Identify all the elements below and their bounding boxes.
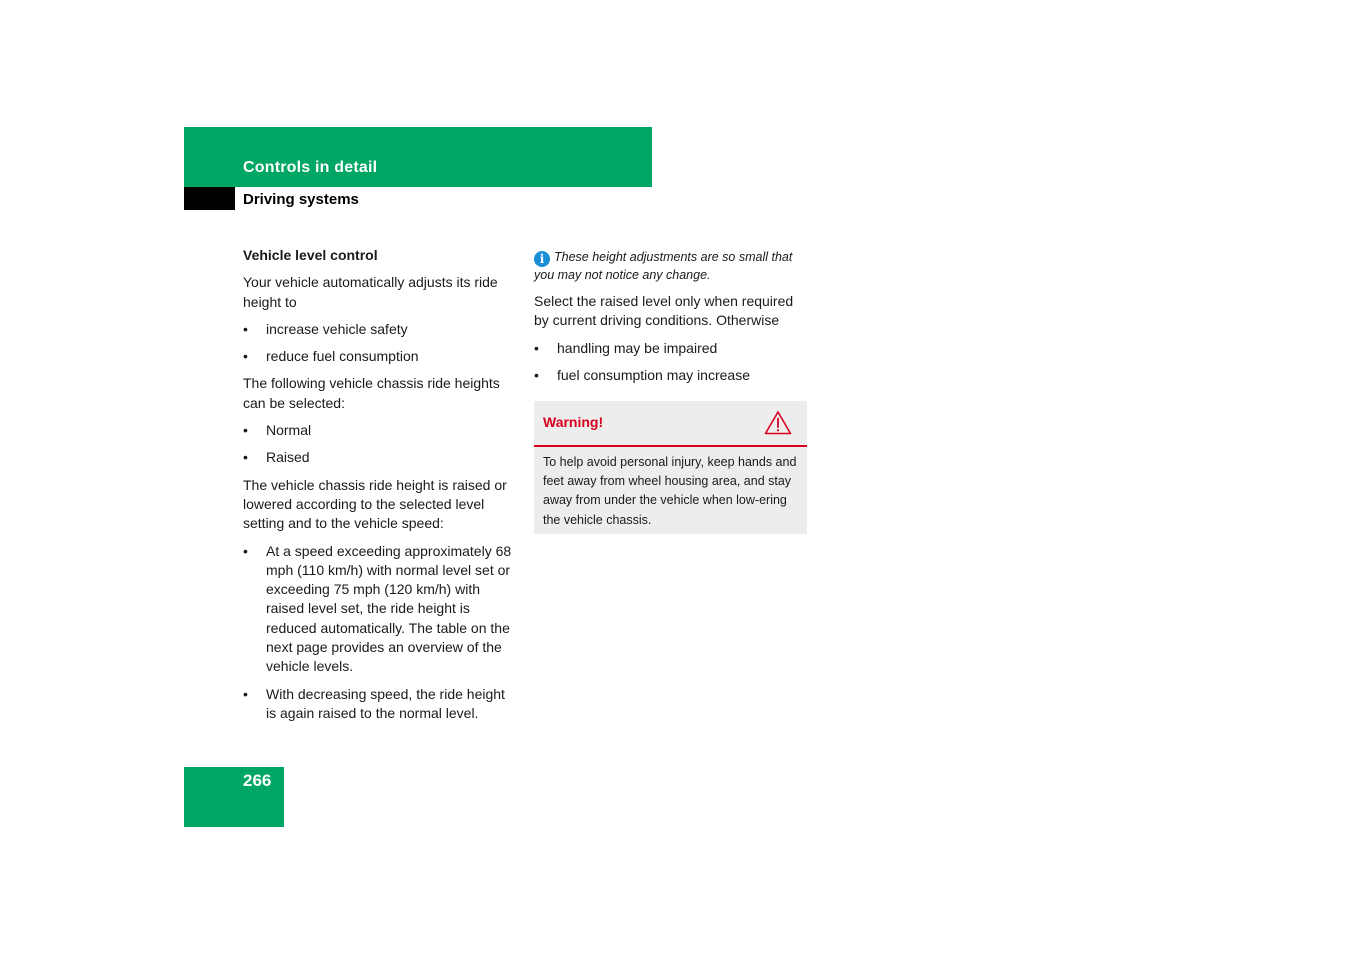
page-number: 266 bbox=[243, 771, 272, 790]
bullet-glyph: • bbox=[243, 422, 248, 439]
intro-paragraph: Your vehicle automatically adjusts its ride height to bbox=[243, 274, 498, 310]
list-item-text: fuel consumption may increase bbox=[557, 366, 750, 383]
header-band bbox=[184, 127, 652, 187]
warning-box bbox=[534, 401, 807, 534]
selectable-paragraph: The following vehicle chassis ride heights can be selected: bbox=[243, 375, 500, 411]
raised-paragraph: Select the raised level only when required by current driving conditions. Otherwise bbox=[534, 293, 794, 329]
list-item-text: At a speed exceeding approximately 68 mph (110 km/h) with normal level set or exceeding 75 mph (120 km/h) with raised level set, the ride height is reduced automatically. The table on the next page provides an overview of the vehicle levels. bbox=[266, 542, 512, 675]
section-title: Controls in detail bbox=[243, 159, 378, 176]
list-item bbox=[243, 448, 518, 467]
section-tab-marker bbox=[184, 187, 235, 210]
bullet-glyph: • bbox=[243, 542, 248, 559]
list-item-text: reduce fuel consumption bbox=[266, 348, 419, 365]
speed-paragraph: The vehicle chassis ride height is raised or lowered according to the selected level setting and to the vehicle speed: bbox=[243, 476, 507, 532]
list-item-text: Raised bbox=[266, 449, 310, 466]
list-item bbox=[243, 421, 518, 440]
bullet-glyph: • bbox=[243, 348, 248, 365]
list-item bbox=[534, 339, 809, 358]
level-list bbox=[243, 421, 518, 468]
right-column bbox=[534, 249, 809, 393]
warning-triangle-icon bbox=[764, 410, 792, 435]
bullet-glyph: • bbox=[534, 366, 539, 383]
left-column bbox=[243, 246, 518, 731]
speed-list bbox=[243, 542, 518, 724]
list-item-text: With decreasing speed, the ride height is again raised to the normal level. bbox=[266, 685, 505, 721]
info-icon: i bbox=[534, 251, 550, 267]
list-item bbox=[243, 542, 518, 677]
bullet-glyph: • bbox=[534, 339, 539, 356]
list-item bbox=[243, 347, 518, 366]
list-item bbox=[534, 366, 809, 385]
list-item bbox=[243, 320, 518, 339]
info-note-text: These height adjustments are so small that you may not notice any change. bbox=[534, 250, 793, 282]
purpose-list bbox=[243, 320, 518, 367]
subsection-title: Driving systems bbox=[243, 191, 359, 208]
bullet-glyph: • bbox=[243, 449, 248, 466]
info-note bbox=[534, 249, 809, 284]
bullet-glyph: • bbox=[243, 685, 248, 702]
list-item-text: handling may be impaired bbox=[557, 339, 718, 356]
list-item-text: Normal bbox=[266, 422, 312, 439]
warning-label: Warning! bbox=[543, 414, 604, 430]
consequence-list bbox=[534, 339, 809, 386]
list-item bbox=[243, 685, 518, 724]
warning-header bbox=[534, 401, 807, 447]
warning-text: To help avoid personal injury, keep hands and feet away from wheel housing area, and stay away from under the vehicle when low-ering the vehicle chassis. bbox=[543, 455, 797, 527]
vehicle-level-heading: Vehicle level control bbox=[243, 247, 378, 263]
bullet-glyph: • bbox=[243, 320, 248, 337]
list-item-text: increase vehicle safety bbox=[266, 320, 408, 337]
